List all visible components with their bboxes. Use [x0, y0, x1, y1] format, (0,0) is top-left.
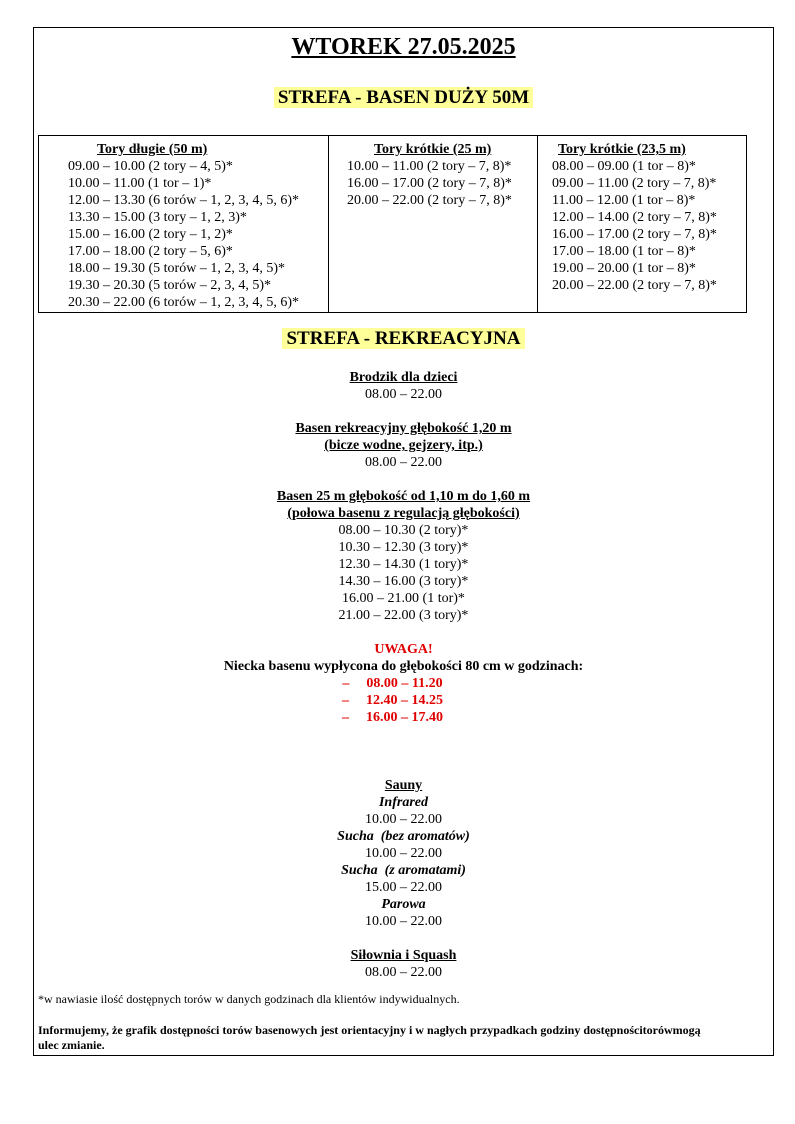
lane-slot: 15.00 – 16.00 (2 tory – 1, 2)* — [68, 227, 233, 242]
saunas-title: Sauny — [384, 778, 423, 793]
big-pool-lanes-table — [38, 135, 747, 313]
info-note: Informujemy, że grafik dostępności torów basenowych jest orientacyjny i w nagłych przypadkach godziny dostępnościtorówmogą ulec zmianie. — [38, 1023, 701, 1052]
pool-25-slot: 10.30 – 12.30 (3 tory)* — [338, 540, 469, 555]
warning-text: Niecka basenu wypłycona do głębokości 80 cm w godzinach: — [223, 659, 584, 674]
page-title: WTOREK 27.05.2025 — [291, 34, 516, 60]
pool-25-slot: 14.30 – 16.00 (3 tory)* — [338, 574, 469, 589]
column-short-lanes-25 — [328, 136, 537, 312]
zone-heading-recreation-text: STREFA - REKREACYJNA — [282, 328, 524, 349]
lane-slot: 20.00 – 22.00 (2 tory – 7, 8)* — [347, 193, 512, 208]
lane-slot: 09.00 – 11.00 (2 tory – 7, 8)* — [552, 176, 717, 191]
zone-heading-recreation — [34, 326, 773, 352]
lane-slot: 12.00 – 13.30 (6 torów – 1, 2, 3, 4, 5, 6)* — [68, 193, 299, 208]
column-header: Tory długie (50 m) — [97, 142, 208, 157]
pool-25-slot: 08.00 – 10.30 (2 tory)* — [338, 523, 469, 538]
lane-slot: 20.30 – 22.00 (6 torów – 1, 2, 3, 4, 5, 6)* — [68, 295, 299, 310]
lane-slot: 09.00 – 10.00 (2 tory – 4, 5)* — [68, 159, 233, 174]
column-header: Tory krótkie (25 m) — [374, 142, 492, 157]
recreation-schedule — [34, 369, 773, 981]
column-long-lanes — [39, 136, 328, 312]
kids-pool-title: Brodzik dla dzieci — [349, 370, 458, 385]
pool-25-subtitle: (połowa basenu z regulacją głębokości) — [287, 506, 520, 521]
lane-slot: 11.00 – 12.00 (1 tor – 8)* — [552, 193, 696, 208]
rec-pool-title: Basen rekreacyjny głębokość 1,20 m — [295, 421, 512, 436]
pool-25-title: Basen 25 m głębokość od 1,10 m do 1,60 m — [276, 489, 531, 504]
sauna-hours: 15.00 – 22.00 — [365, 880, 442, 895]
lane-slot: 16.00 – 17.00 (2 tory – 7, 8)* — [347, 176, 512, 191]
lane-slot: 10.00 – 11.00 (2 tory – 7, 8)* — [347, 159, 512, 174]
sauna-name: Infrared — [378, 795, 428, 810]
sauna-name: Sucha (bez aromatów) — [337, 829, 470, 844]
lane-slot: 19.30 – 20.30 (5 torów – 2, 3, 4, 5)* — [68, 278, 271, 293]
gym-hours: 08.00 – 22.00 — [365, 965, 442, 980]
lane-slot: 08.00 – 09.00 (1 tor – 8)* — [552, 159, 696, 174]
kids-pool-hours: 08.00 – 22.00 — [365, 387, 442, 402]
sauna-hours: 10.00 – 22.00 — [365, 914, 442, 929]
warning-time: – 08.00 – 11.20 — [342, 676, 443, 691]
pool-25-slot: 16.00 – 21.00 (1 tor)* — [342, 591, 465, 606]
sauna-name: Parowa — [381, 897, 426, 912]
gym-title: Siłownia i Squash — [350, 948, 457, 963]
lane-slot: 18.00 – 19.30 (5 torów – 1, 2, 3, 4, 5)* — [68, 261, 285, 276]
rec-pool-subtitle: (bicze wodne, gejzery, itp.) — [324, 438, 483, 453]
warning-label: UWAGA! — [374, 642, 433, 657]
warning-time: – 12.40 – 14.25 — [342, 693, 443, 708]
schedule-page — [33, 27, 774, 1056]
rec-pool-hours: 08.00 – 22.00 — [365, 455, 442, 470]
sauna-hours: 10.00 – 22.00 — [365, 846, 442, 861]
zone-heading-big-pool-text: STREFA - BASEN DUŻY 50M — [274, 87, 533, 108]
lane-slot: 13.30 – 15.00 (3 tory – 1, 2, 3)* — [68, 210, 247, 225]
lane-slot: 12.00 – 14.00 (2 tory – 7, 8)* — [552, 210, 717, 225]
sauna-name: Sucha (z aromatami) — [341, 863, 466, 878]
warning-time: – 16.00 – 17.40 — [342, 710, 443, 725]
footnote: *w nawiasie ilość dostępnych torów w danych godzinach dla klientów indywidualnych. — [38, 992, 460, 1006]
column-short-lanes-23-5 — [537, 136, 746, 312]
lane-slot: 19.00 – 20.00 (1 tor – 8)* — [552, 261, 696, 276]
pool-25-slot: 21.00 – 22.00 (3 tory)* — [338, 608, 469, 623]
lane-slot: 16.00 – 17.00 (2 tory – 7, 8)* — [552, 227, 717, 242]
zone-heading-big-pool — [34, 85, 773, 111]
column-header: Tory krótkie (23,5 m) — [558, 142, 686, 157]
lane-slot: 10.00 – 11.00 (1 tor – 1)* — [68, 176, 212, 191]
lane-slot: 20.00 – 22.00 (2 tory – 7, 8)* — [552, 278, 717, 293]
sauna-hours: 10.00 – 22.00 — [365, 812, 442, 827]
lane-slot: 17.00 – 18.00 (2 tory – 5, 6)* — [68, 244, 233, 259]
pool-25-slot: 12.30 – 14.30 (1 tory)* — [338, 557, 469, 572]
lane-slot: 17.00 – 18.00 (1 tor – 8)* — [552, 244, 696, 259]
